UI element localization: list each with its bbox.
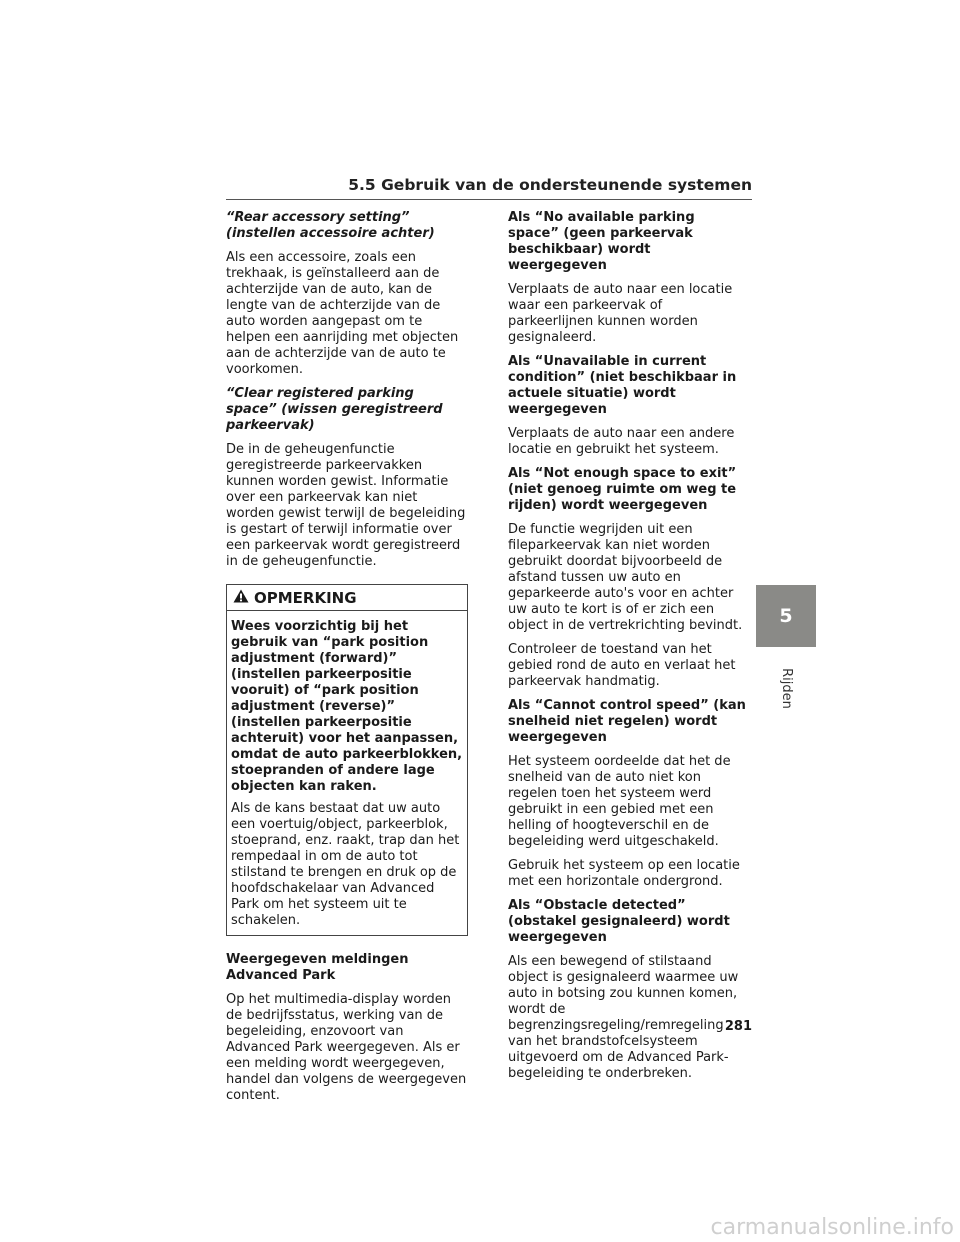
unavailable-text: Verplaats de auto naar een andere locatie en gebruikt het systeem. [508,426,735,457]
page-number: 281 [724,1019,752,1034]
messages-title: Weergegeven meldingen Advanced Park [226,952,409,983]
rear-accessory-body: Als een accessoire, zoals een trekhaak, is geïnstalleerd aan de achterzijde van de auto, kan de lengte van de achterzijde van de auto worden aangepast om te helpen een aanrijding met objecten aan de achterzijde van de auto te voorkomen. [226,250,459,377]
watermark: carmanualsonline.info [710,1215,954,1240]
cannot-control-speed-text-2: Gebruik het systeem op een locatie met een horizontale ondergrond. [508,858,740,889]
notice-bold-text: Wees voorzichtig bij het gebruik van “park position adjustment (forward)” (instellen parkeerpositie vooruit) of “park position adjustment (reverse)” (instellen parkeerpositie achteruit) voor het aanpassen, omdat de auto parkeerblokken, stoepranden of andere lage objecten kan raken. [231,619,463,794]
cannot-control-speed-heading: Als “Cannot control speed” (kan snelheid niet regelen) wordt weergegeven [508,698,746,745]
header-rule [226,199,752,200]
caution-triangle-icon [233,589,249,606]
cannot-control-speed-text-1: Het systeem oordeelde dat het de snelheid van de auto niet kon regelen toen het systeem werd gebruikt in een gebied met een helling of hoogteverschil en de begeleiding werd uitgeschakeld. [508,754,731,849]
not-enough-space-text-1: De functie wegrijden uit een fileparkeervak kan niet worden gebruikt doordat bijvoorbeeld de afstand tussen uw auto en geparkeerde auto's voor en achter uw auto te kort is of er zich een object in de vertrekrichting bevindt. [508,522,743,633]
obstacle-text: Als een bewegend of stilstaand object is gesignaleerd waarmee uw auto in botsing zou kunnen komen, wordt de begrenzingsregeling/remregeling van het brandstofcelsysteem uitgevoerd om de Advanced Park-begeleiding te onderbreken. [508,954,739,1081]
clear-space-body: De in de geheugenfunctie geregistreerde parkeervakken kunnen worden gewist. Informatie over een parkeervak kan niet worden gewist terwijl de begeleiding is gestart of terwijl informatie over een parkeervak wordt geregistreerd in de geheugenfunctie. [226,442,466,569]
unavailable-heading: Als “Unavailable in current condition” (niet beschikbaar in actuele situatie) wordt weergegeven [508,354,737,417]
no-space-heading: Als “No available parking space” (geen parkeervak beschikbaar) wordt weergegeven [508,210,695,273]
no-space-text: Verplaats de auto naar een locatie waar een parkeervak of parkeerlijnen kunnen worden gesignaleerd. [508,282,733,345]
obstacle-heading: Als “Obstacle detected” (obstakel gesignaleerd) wordt weergegeven [508,898,730,945]
chapter-tab [756,585,816,647]
clear-space-title: “Clear registered parking space” (wissen geregistreerd parkeervak) [226,386,443,433]
rear-accessory-title: “Rear accessory setting” (instellen accessoire achter) [226,210,435,241]
section-header: 5.5 Gebruik van de ondersteunende systemen [348,176,752,194]
chapter-label-wrap [776,658,796,718]
not-enough-space-text-2: Controleer de toestand van het gebied rond de auto en verlaat het parkeervak handmatig. [508,642,736,689]
notice-box [226,584,468,936]
notice-title: OPMERKING [254,588,357,607]
chapter-label: Rijden [778,667,794,709]
left-column [226,210,468,1112]
notice-body [227,611,467,935]
chapter-number: 5 [779,605,793,627]
notice-text: Als de kans bestaat dat uw auto een voertuig/object, parkeerblok, stoeprand, enz. raakt, trap dan het rempedaal in om de auto tot stilstand te brengen en druk op de hoofdschakelaar van Advanced Park om het systeem uit te schakelen. [231,801,460,928]
messages-body: Op het multimedia-display worden de bedrijfsstatus, werking van de begeleiding, enzovoort van Advanced Park weergegeven. Als er een melding wordt weergegeven, handel dan volgens de weergegeven content. [226,992,467,1103]
notice-header [227,585,467,611]
not-enough-space-heading: Als “Not enough space to exit” (niet genoeg ruimte om weg te rijden) wordt weergegeven [508,466,737,513]
right-column [508,210,750,1090]
